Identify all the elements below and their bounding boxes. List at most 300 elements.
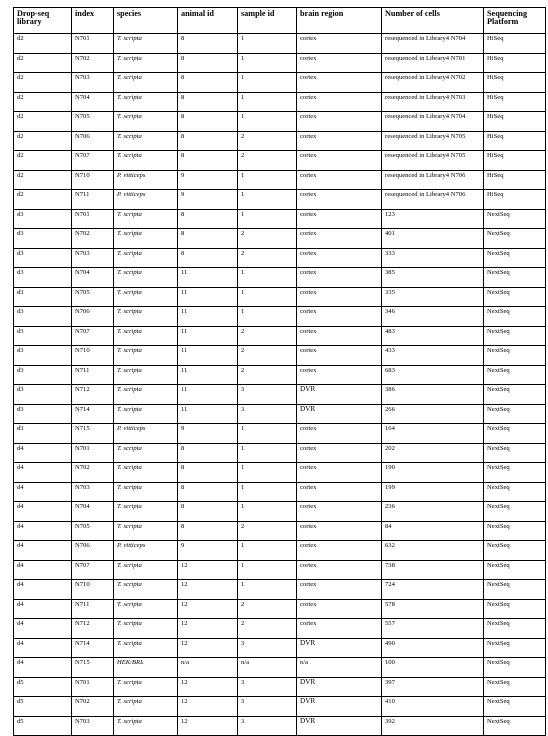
- species-cell: T. scripta: [114, 73, 178, 93]
- sample-id-cell: 1: [238, 463, 297, 483]
- platform-cell: NextSeq: [484, 268, 546, 288]
- sample-id-cell: 1: [238, 443, 297, 463]
- platform-cell: NextSeq: [484, 443, 546, 463]
- table-row: [14, 307, 546, 327]
- sample-id-cell: 1: [238, 482, 297, 502]
- brain-region-cell: DVR: [297, 638, 382, 658]
- animal-id-cell: 8: [178, 248, 238, 268]
- species-cell: T. scripta: [114, 92, 178, 112]
- animal-id-cell: 8: [178, 521, 238, 541]
- header-animal-id: animal id: [178, 8, 238, 34]
- number-of-cells-cell: 401: [382, 229, 484, 249]
- number-of-cells-cell: 333: [382, 248, 484, 268]
- index-cell: N712: [72, 619, 114, 639]
- brain-region-cell: DVR: [297, 697, 382, 717]
- table-row: [14, 658, 546, 678]
- sample-id-cell: 1: [238, 424, 297, 444]
- brain-region-cell: cortex: [297, 521, 382, 541]
- table-row: [14, 404, 546, 424]
- table-row: [14, 170, 546, 190]
- index-cell: N710: [72, 580, 114, 600]
- animal-id-cell: 12: [178, 638, 238, 658]
- table-row: [14, 34, 546, 54]
- sample-id-cell: 1: [238, 34, 297, 54]
- library-cell: d2: [14, 92, 72, 112]
- sample-id-cell: 2: [238, 346, 297, 366]
- table-row: [14, 424, 546, 444]
- brain-region-cell: cortex: [297, 619, 382, 639]
- number-of-cells-cell: 683: [382, 365, 484, 385]
- platform-cell: NextSeq: [484, 307, 546, 327]
- platform-cell: NextSeq: [484, 502, 546, 522]
- brain-region-cell: DVR: [297, 716, 382, 736]
- animal-id-cell: n/a: [178, 658, 238, 678]
- platform-cell: HiSeq: [484, 131, 546, 151]
- animal-id-cell: 12: [178, 599, 238, 619]
- number-of-cells-cell: 410: [382, 697, 484, 717]
- animal-id-cell: 8: [178, 502, 238, 522]
- brain-region-cell: cortex: [297, 365, 382, 385]
- platform-cell: HiSeq: [484, 73, 546, 93]
- animal-id-cell: 9: [178, 541, 238, 561]
- species-cell: T. scripta: [114, 638, 178, 658]
- table-row: [14, 619, 546, 639]
- header-sequencing-platform: Sequencing Platform: [484, 8, 546, 34]
- species-cell: T. scripta: [114, 346, 178, 366]
- index-cell: N707: [72, 560, 114, 580]
- brain-region-cell: cortex: [297, 541, 382, 561]
- brain-region-cell: cortex: [297, 463, 382, 483]
- header-index: index: [72, 8, 114, 34]
- sample-id-cell: 1: [238, 92, 297, 112]
- library-cell: d4: [14, 521, 72, 541]
- species-cell: T. scripta: [114, 151, 178, 171]
- platform-cell: NextSeq: [484, 209, 546, 229]
- number-of-cells-cell: 84: [382, 521, 484, 541]
- brain-region-cell: n/a: [297, 658, 382, 678]
- platform-cell: NextSeq: [484, 599, 546, 619]
- library-cell: d2: [14, 112, 72, 132]
- platform-cell: NextSeq: [484, 229, 546, 249]
- number-of-cells-cell: 386: [382, 385, 484, 405]
- platform-cell: NextSeq: [484, 287, 546, 307]
- library-cell: d5: [14, 677, 72, 697]
- table-row: [14, 53, 546, 73]
- table-row: [14, 580, 546, 600]
- table-row: [14, 599, 546, 619]
- species-cell: T. scripta: [114, 482, 178, 502]
- table-row: [14, 638, 546, 658]
- species-cell: T. scripta: [114, 268, 178, 288]
- animal-id-cell: 11: [178, 365, 238, 385]
- table-row: [14, 112, 546, 132]
- species-cell: P. vitticeps: [114, 424, 178, 444]
- platform-cell: NextSeq: [484, 424, 546, 444]
- library-cell: d2: [14, 131, 72, 151]
- table-row: [14, 463, 546, 483]
- platform-cell: NextSeq: [484, 619, 546, 639]
- platform-cell: HiSeq: [484, 92, 546, 112]
- brain-region-cell: cortex: [297, 502, 382, 522]
- number-of-cells-cell: 190: [382, 463, 484, 483]
- library-cell: d5: [14, 716, 72, 736]
- species-cell: T. scripta: [114, 287, 178, 307]
- species-cell: T. scripta: [114, 53, 178, 73]
- species-cell: P. vitticeps: [114, 190, 178, 210]
- number-of-cells-cell: resequenced in Library4 N706: [382, 190, 484, 210]
- sample-id-cell: 2: [238, 326, 297, 346]
- index-cell: N714: [72, 404, 114, 424]
- sample-id-cell: 3: [238, 404, 297, 424]
- sample-id-cell: 2: [238, 248, 297, 268]
- number-of-cells-cell: 490: [382, 638, 484, 658]
- index-cell: N706: [72, 541, 114, 561]
- platform-cell: NextSeq: [484, 365, 546, 385]
- index-cell: N714: [72, 638, 114, 658]
- table-row: [14, 209, 546, 229]
- number-of-cells-cell: resequenced in Library4 N705: [382, 131, 484, 151]
- sample-id-cell: 1: [238, 190, 297, 210]
- number-of-cells-cell: 433: [382, 346, 484, 366]
- header-row: [14, 8, 546, 34]
- platform-cell: NextSeq: [484, 326, 546, 346]
- drop-seq-library-table: [13, 7, 546, 736]
- platform-cell: NextSeq: [484, 248, 546, 268]
- animal-id-cell: 8: [178, 463, 238, 483]
- sample-id-cell: 2: [238, 151, 297, 171]
- index-cell: N710: [72, 346, 114, 366]
- brain-region-cell: cortex: [297, 131, 382, 151]
- species-cell: T. scripta: [114, 248, 178, 268]
- platform-cell: HiSeq: [484, 34, 546, 54]
- species-cell: T. scripta: [114, 560, 178, 580]
- sample-id-cell: 2: [238, 365, 297, 385]
- brain-region-cell: cortex: [297, 151, 382, 171]
- table-row: [14, 131, 546, 151]
- brain-region-cell: DVR: [297, 677, 382, 697]
- index-cell: N711: [72, 599, 114, 619]
- library-cell: d3: [14, 346, 72, 366]
- table-row: [14, 677, 546, 697]
- sample-id-cell: 2: [238, 229, 297, 249]
- species-cell: T. scripta: [114, 404, 178, 424]
- animal-id-cell: 9: [178, 424, 238, 444]
- platform-cell: HiSeq: [484, 190, 546, 210]
- species-cell: T. scripta: [114, 365, 178, 385]
- species-cell: T. scripta: [114, 677, 178, 697]
- number-of-cells-cell: 236: [382, 502, 484, 522]
- library-cell: d4: [14, 658, 72, 678]
- index-cell: N705: [72, 112, 114, 132]
- platform-cell: NextSeq: [484, 638, 546, 658]
- index-cell: N705: [72, 521, 114, 541]
- brain-region-cell: DVR: [297, 404, 382, 424]
- brain-region-cell: cortex: [297, 424, 382, 444]
- number-of-cells-cell: 724: [382, 580, 484, 600]
- platform-cell: NextSeq: [484, 541, 546, 561]
- animal-id-cell: 12: [178, 677, 238, 697]
- library-cell: d4: [14, 599, 72, 619]
- index-cell: N701: [72, 677, 114, 697]
- header-brain-region: brain region: [297, 8, 382, 34]
- table-row: [14, 482, 546, 502]
- species-cell: T. scripta: [114, 502, 178, 522]
- index-cell: N707: [72, 326, 114, 346]
- sample-id-cell: 1: [238, 112, 297, 132]
- number-of-cells-cell: 483: [382, 326, 484, 346]
- brain-region-cell: cortex: [297, 209, 382, 229]
- library-cell: d4: [14, 463, 72, 483]
- library-cell: d3: [14, 307, 72, 327]
- platform-cell: HiSeq: [484, 151, 546, 171]
- brain-region-cell: cortex: [297, 599, 382, 619]
- table-row: [14, 268, 546, 288]
- number-of-cells-cell: 632: [382, 541, 484, 561]
- index-cell: N704: [72, 92, 114, 112]
- index-cell: N703: [72, 716, 114, 736]
- table-row: [14, 229, 546, 249]
- number-of-cells-cell: 100: [382, 658, 484, 678]
- number-of-cells-cell: 385: [382, 268, 484, 288]
- species-cell: T. scripta: [114, 385, 178, 405]
- number-of-cells-cell: resequenced in Library4 N704: [382, 112, 484, 132]
- brain-region-cell: cortex: [297, 170, 382, 190]
- sample-id-cell: 1: [238, 209, 297, 229]
- table-row: [14, 326, 546, 346]
- brain-region-cell: cortex: [297, 248, 382, 268]
- table-container: [13, 7, 546, 736]
- library-cell: d4: [14, 560, 72, 580]
- species-cell: T. scripta: [114, 619, 178, 639]
- number-of-cells-cell: 397: [382, 677, 484, 697]
- brain-region-cell: cortex: [297, 190, 382, 210]
- index-cell: N702: [72, 53, 114, 73]
- animal-id-cell: 8: [178, 112, 238, 132]
- library-cell: d2: [14, 170, 72, 190]
- sample-id-cell: 2: [238, 619, 297, 639]
- animal-id-cell: 12: [178, 560, 238, 580]
- library-cell: d2: [14, 151, 72, 171]
- number-of-cells-cell: 164: [382, 424, 484, 444]
- animal-id-cell: 8: [178, 92, 238, 112]
- animal-id-cell: 12: [178, 580, 238, 600]
- species-cell: T. scripta: [114, 131, 178, 151]
- index-cell: N711: [72, 365, 114, 385]
- number-of-cells-cell: resequenced in Library4 N705: [382, 151, 484, 171]
- sample-id-cell: 3: [238, 697, 297, 717]
- number-of-cells-cell: resequenced in Library4 N702: [382, 73, 484, 93]
- platform-cell: NextSeq: [484, 716, 546, 736]
- platform-cell: HiSeq: [484, 53, 546, 73]
- number-of-cells-cell: 738: [382, 560, 484, 580]
- platform-cell: NextSeq: [484, 385, 546, 405]
- species-cell: T. scripta: [114, 697, 178, 717]
- brain-region-cell: cortex: [297, 346, 382, 366]
- library-cell: d4: [14, 443, 72, 463]
- library-cell: d2: [14, 53, 72, 73]
- species-cell: T. scripta: [114, 326, 178, 346]
- species-cell: T. scripta: [114, 307, 178, 327]
- animal-id-cell: 11: [178, 326, 238, 346]
- brain-region-cell: cortex: [297, 34, 382, 54]
- index-cell: N702: [72, 229, 114, 249]
- animal-id-cell: 11: [178, 307, 238, 327]
- brain-region-cell: cortex: [297, 53, 382, 73]
- animal-id-cell: 8: [178, 53, 238, 73]
- index-cell: N715: [72, 658, 114, 678]
- index-cell: N701: [72, 443, 114, 463]
- sample-id-cell: 1: [238, 580, 297, 600]
- animal-id-cell: 8: [178, 131, 238, 151]
- library-cell: d2: [14, 34, 72, 54]
- table-row: [14, 521, 546, 541]
- index-cell: N703: [72, 248, 114, 268]
- sample-id-cell: 3: [238, 716, 297, 736]
- library-cell: d3: [14, 404, 72, 424]
- index-cell: N706: [72, 307, 114, 327]
- number-of-cells-cell: resequenced in Library4 N701: [382, 53, 484, 73]
- sample-id-cell: 3: [238, 638, 297, 658]
- brain-region-cell: cortex: [297, 326, 382, 346]
- brain-region-cell: cortex: [297, 92, 382, 112]
- header-drop-seq-library: Drop-seq library: [14, 8, 72, 34]
- animal-id-cell: 12: [178, 619, 238, 639]
- library-cell: d3: [14, 365, 72, 385]
- table-row: [14, 697, 546, 717]
- library-cell: d4: [14, 541, 72, 561]
- platform-cell: NextSeq: [484, 560, 546, 580]
- library-cell: d3: [14, 229, 72, 249]
- platform-cell: NextSeq: [484, 658, 546, 678]
- brain-region-cell: cortex: [297, 307, 382, 327]
- table-row: [14, 287, 546, 307]
- animal-id-cell: 8: [178, 482, 238, 502]
- sample-id-cell: 3: [238, 385, 297, 405]
- library-cell: d3: [14, 424, 72, 444]
- table-row: [14, 365, 546, 385]
- sample-id-cell: 1: [238, 268, 297, 288]
- number-of-cells-cell: 392: [382, 716, 484, 736]
- library-cell: d4: [14, 482, 72, 502]
- animal-id-cell: 12: [178, 716, 238, 736]
- table-row: [14, 151, 546, 171]
- species-cell: T. scripta: [114, 463, 178, 483]
- sample-id-cell: 1: [238, 53, 297, 73]
- library-cell: d3: [14, 248, 72, 268]
- sample-id-cell: 3: [238, 677, 297, 697]
- index-cell: N704: [72, 268, 114, 288]
- table-row: [14, 73, 546, 93]
- species-cell: T. scripta: [114, 112, 178, 132]
- header-number-of-cells: Number of cells: [382, 8, 484, 34]
- animal-id-cell: 8: [178, 229, 238, 249]
- animal-id-cell: 9: [178, 190, 238, 210]
- species-cell: T. scripta: [114, 34, 178, 54]
- animal-id-cell: 8: [178, 209, 238, 229]
- number-of-cells-cell: 557: [382, 619, 484, 639]
- library-cell: d5: [14, 697, 72, 717]
- number-of-cells-cell: 578: [382, 599, 484, 619]
- animal-id-cell: 8: [178, 151, 238, 171]
- species-cell: HEK/BRL: [114, 658, 178, 678]
- animal-id-cell: 11: [178, 404, 238, 424]
- animal-id-cell: 11: [178, 287, 238, 307]
- library-cell: d3: [14, 326, 72, 346]
- brain-region-cell: cortex: [297, 268, 382, 288]
- platform-cell: NextSeq: [484, 521, 546, 541]
- index-cell: N706: [72, 131, 114, 151]
- animal-id-cell: 8: [178, 443, 238, 463]
- species-cell: T. scripta: [114, 599, 178, 619]
- number-of-cells-cell: resequenced in Library4 N703: [382, 92, 484, 112]
- library-cell: d2: [14, 190, 72, 210]
- library-cell: d4: [14, 619, 72, 639]
- platform-cell: NextSeq: [484, 346, 546, 366]
- animal-id-cell: 11: [178, 385, 238, 405]
- sample-id-cell: 1: [238, 541, 297, 561]
- index-cell: N704: [72, 502, 114, 522]
- library-cell: d2: [14, 73, 72, 93]
- brain-region-cell: cortex: [297, 560, 382, 580]
- number-of-cells-cell: resequenced in Library4 N704: [382, 34, 484, 54]
- platform-cell: HiSeq: [484, 112, 546, 132]
- number-of-cells-cell: 123: [382, 209, 484, 229]
- table-row: [14, 716, 546, 736]
- index-cell: N711: [72, 190, 114, 210]
- platform-cell: NextSeq: [484, 482, 546, 502]
- table-row: [14, 248, 546, 268]
- header-species: species: [114, 8, 178, 34]
- species-cell: T. scripta: [114, 229, 178, 249]
- index-cell: N701: [72, 34, 114, 54]
- table-row: [14, 385, 546, 405]
- species-cell: T. scripta: [114, 521, 178, 541]
- sample-id-cell: 2: [238, 521, 297, 541]
- sample-id-cell: 1: [238, 502, 297, 522]
- index-cell: N701: [72, 209, 114, 229]
- table-row: [14, 443, 546, 463]
- brain-region-cell: cortex: [297, 482, 382, 502]
- header-sample-id: sample id: [238, 8, 297, 34]
- index-cell: N702: [72, 463, 114, 483]
- sample-id-cell: 2: [238, 599, 297, 619]
- sample-id-cell: 1: [238, 170, 297, 190]
- library-cell: d3: [14, 209, 72, 229]
- animal-id-cell: 12: [178, 697, 238, 717]
- brain-region-cell: cortex: [297, 443, 382, 463]
- table-row: [14, 541, 546, 561]
- library-cell: d3: [14, 287, 72, 307]
- animal-id-cell: 9: [178, 170, 238, 190]
- index-cell: N703: [72, 482, 114, 502]
- index-cell: N702: [72, 697, 114, 717]
- index-cell: N712: [72, 385, 114, 405]
- library-cell: d4: [14, 638, 72, 658]
- sample-id-cell: 1: [238, 73, 297, 93]
- number-of-cells-cell: 202: [382, 443, 484, 463]
- number-of-cells-cell: 266: [382, 404, 484, 424]
- species-cell: T. scripta: [114, 209, 178, 229]
- brain-region-cell: cortex: [297, 229, 382, 249]
- platform-cell: NextSeq: [484, 580, 546, 600]
- sample-id-cell: 2: [238, 131, 297, 151]
- species-cell: P. vitticeps: [114, 541, 178, 561]
- index-cell: N710: [72, 170, 114, 190]
- brain-region-cell: cortex: [297, 73, 382, 93]
- index-cell: N715: [72, 424, 114, 444]
- species-cell: T. scripta: [114, 443, 178, 463]
- library-cell: d4: [14, 502, 72, 522]
